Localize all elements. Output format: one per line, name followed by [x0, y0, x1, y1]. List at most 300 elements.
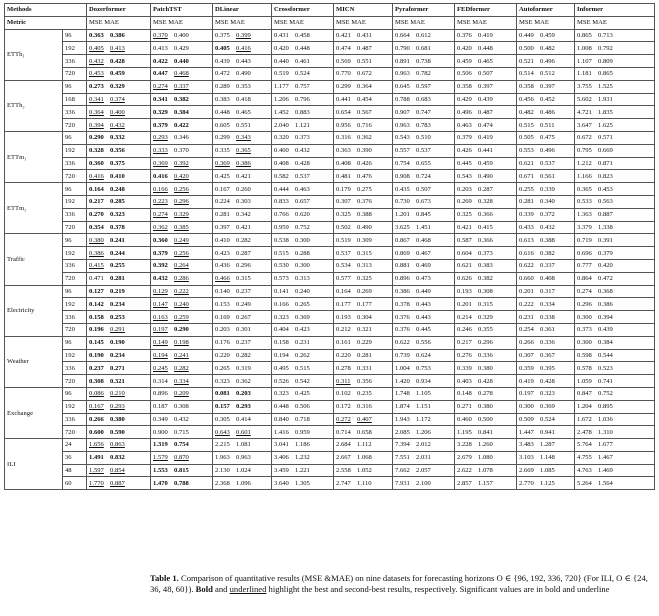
mse-value: 1.212: [577, 159, 592, 167]
mae-value: 0.934: [416, 377, 431, 385]
mae-value: 0.369: [295, 313, 310, 321]
metric-pair: MSE MAE: [151, 16, 213, 29]
mae-value: 0.237: [236, 287, 251, 295]
mae-value: 0.281: [357, 351, 372, 359]
result-cell: [213, 426, 272, 439]
mse-value: 0.502: [336, 223, 351, 231]
result-cell: [272, 106, 334, 119]
result-cell: [213, 362, 272, 375]
mae-value: 0.262: [295, 351, 310, 359]
result-cell: [334, 336, 393, 349]
horizon-cell: 48: [63, 464, 87, 477]
mae-value: 0.672: [357, 70, 372, 78]
result-cell: [272, 119, 334, 132]
mse-value: 0.622: [395, 339, 410, 347]
result-cell: [87, 195, 151, 208]
mae-value: 0.260: [236, 185, 251, 193]
mse-value: 3.625: [395, 223, 410, 231]
result-cell: [334, 349, 393, 362]
mae-value: 0.380: [478, 403, 493, 411]
mse-value: 0.419: [519, 377, 534, 385]
mse-value: 1.004: [395, 364, 410, 372]
mse-value: 0.403: [457, 377, 472, 385]
result-cell: [151, 375, 213, 388]
result-cell: [87, 131, 151, 144]
mse-value: 0.400: [274, 147, 289, 155]
mae-value: 0.551: [236, 121, 251, 129]
mse-value: 0.600: [89, 428, 104, 436]
mse-value: 0.621: [519, 159, 534, 167]
mse-value: 1.597: [89, 467, 104, 475]
result-cell: [213, 439, 272, 452]
result-cell: [393, 195, 455, 208]
mae-value: 0.439: [478, 95, 493, 103]
result-cell: [517, 323, 575, 336]
mse-value: 0.296: [577, 300, 592, 308]
mse-value: 0.300: [519, 403, 534, 411]
result-cell: [272, 387, 334, 400]
horizon-cell: 96: [63, 183, 87, 196]
model-header: MICN: [334, 4, 393, 17]
result-cell: [272, 234, 334, 247]
mae-value: 0.753: [416, 364, 431, 372]
result-cell: [575, 119, 655, 132]
result-cell: [455, 157, 517, 170]
horizon-cell: 336: [63, 413, 87, 426]
result-cell: [393, 80, 455, 93]
horizon-cell: 720: [63, 119, 87, 132]
mse-value: 0.415: [89, 262, 104, 270]
mse-value: 0.369: [215, 159, 230, 167]
result-cell: [455, 55, 517, 68]
mse-value: 0.148: [457, 390, 472, 398]
mae-value: 0.342: [236, 211, 251, 219]
result-cell: [334, 183, 393, 196]
mse-value: 0.363: [89, 31, 104, 39]
result-cell: [213, 221, 272, 234]
result-cell: [272, 131, 334, 144]
mse-value: 0.900: [153, 428, 168, 436]
result-cell: [393, 42, 455, 55]
horizon-cell: 36: [63, 451, 87, 464]
caption-label: Table 1.: [150, 573, 179, 583]
mae-value: 0.757: [295, 83, 310, 91]
metric-header-row: [5, 16, 655, 29]
mae-value: 0.410: [110, 172, 125, 180]
result-cell: [87, 42, 151, 55]
mae-value: 0.315: [478, 300, 493, 308]
mse-value: 0.289: [215, 83, 230, 91]
mae-value: 0.432: [540, 223, 555, 231]
mse-value: 0.795: [577, 147, 592, 155]
result-cell: [575, 183, 655, 196]
mse-value: 5.764: [577, 441, 592, 449]
result-cell: [213, 67, 272, 80]
mse-value: 3.483: [519, 441, 534, 449]
mae-value: 0.506: [295, 403, 310, 411]
result-cell: [87, 119, 151, 132]
mae-value: 0.249: [236, 300, 251, 308]
result-cell: [334, 477, 393, 490]
result-cell: [575, 55, 655, 68]
result-cell: [272, 183, 334, 196]
mse-value: 0.274: [577, 287, 592, 295]
mse-value: 0.519: [274, 70, 289, 78]
result-cell: [213, 55, 272, 68]
mse-value: 1.447: [519, 428, 534, 436]
result-cell: [151, 93, 213, 106]
mae-value: 1.221: [295, 467, 310, 475]
mae-value: 0.443: [416, 300, 431, 308]
mse-value: 0.495: [274, 364, 289, 372]
mae-value: 0.713: [598, 31, 613, 39]
mse-value: 0.220: [336, 351, 351, 359]
mae-value: 1.232: [295, 454, 310, 462]
mae-value: 0.658: [357, 428, 372, 436]
horizon-cell: 336: [63, 55, 87, 68]
mae-value: 0.234: [110, 351, 125, 359]
mse-value: 0.339: [457, 364, 472, 372]
result-cell: [455, 259, 517, 272]
mae-value: 0.397: [478, 83, 493, 91]
result-cell: [455, 106, 517, 119]
result-cell: [393, 106, 455, 119]
table-row: [5, 247, 655, 260]
result-cell: [334, 106, 393, 119]
mae-value: 0.421: [236, 223, 251, 231]
mae-value: 0.496: [540, 57, 555, 65]
result-cell: [334, 234, 393, 247]
mae-value: 0.382: [540, 249, 555, 257]
table-row: [5, 387, 655, 400]
mse-value: 0.447: [153, 70, 168, 78]
mae-value: 0.524: [295, 70, 310, 78]
result-cell: [393, 400, 455, 413]
result-cell: [151, 131, 213, 144]
mae-value: 0.741: [598, 377, 613, 385]
result-cell: [272, 298, 334, 311]
mae-value: 0.452: [540, 95, 555, 103]
mse-value: 1.363: [577, 211, 592, 219]
mse-value: 3.379: [577, 223, 592, 231]
result-cell: [393, 157, 455, 170]
mae-value: 0.321: [357, 326, 372, 334]
result-cell: [151, 80, 213, 93]
mae-value: 0.443: [416, 313, 431, 321]
mae-value: 0.718: [295, 415, 310, 423]
mse-value: 0.436: [215, 262, 230, 270]
mse-value: 0.432: [89, 57, 104, 65]
result-cell: [393, 311, 455, 324]
mae-value: 0.459: [540, 31, 555, 39]
mae-value: 1.310: [598, 428, 613, 436]
horizon-cell: 720: [63, 426, 87, 439]
mse-value: 0.307: [519, 351, 534, 359]
mae-value: 0.399: [236, 31, 251, 39]
mae-value: 0.468: [174, 70, 189, 78]
mae-value: 0.340: [540, 198, 555, 206]
table-row: [5, 311, 655, 324]
mse-value: 4.721: [577, 108, 592, 116]
table-row: [5, 362, 655, 375]
mse-value: 0.643: [215, 428, 230, 436]
mae-value: 0.567: [357, 108, 372, 116]
mse-value: 0.515: [519, 121, 534, 129]
mse-value: 0.605: [215, 121, 230, 129]
result-cell: [393, 234, 455, 247]
mae-value: 0.380: [110, 415, 125, 423]
mse-value: 0.141: [274, 287, 289, 295]
horizon-cell: 336: [63, 208, 87, 221]
mae-value: 0.463: [295, 185, 310, 193]
horizon-cell: 720: [63, 170, 87, 183]
metric-pair: MSE MAE: [455, 16, 517, 29]
table-row: [5, 170, 655, 183]
table-row: [5, 131, 655, 144]
mse-value: 0.456: [519, 95, 534, 103]
mse-value: 0.147: [153, 300, 168, 308]
mse-value: 2.130: [215, 467, 230, 475]
mse-value: 0.363: [336, 147, 351, 155]
result-cell: [151, 259, 213, 272]
mae-value: 0.397: [540, 83, 555, 91]
result-cell: [213, 208, 272, 221]
result-cell: [334, 170, 393, 183]
mae-value: 0.448: [478, 44, 493, 52]
mse-value: 0.896: [395, 275, 410, 283]
mae-value: 1.052: [357, 467, 372, 475]
mse-value: 0.770: [336, 70, 351, 78]
table-row: [5, 426, 655, 439]
mae-value: 0.356: [110, 147, 125, 155]
result-cell: [87, 259, 151, 272]
horizon-cell: 192: [63, 349, 87, 362]
mse-value: 0.325: [457, 211, 472, 219]
mae-value: 0.282: [174, 364, 189, 372]
mse-value: 0.664: [395, 31, 410, 39]
mae-value: 0.190: [110, 339, 125, 347]
result-cell: [151, 400, 213, 413]
mse-value: 0.276: [457, 351, 472, 359]
result-cell: [393, 93, 455, 106]
mae-value: 0.421: [236, 172, 251, 180]
mae-value: 0.490: [357, 223, 372, 231]
mse-value: 1.420: [395, 377, 410, 385]
mae-value: 0.222: [174, 287, 189, 295]
mse-value: 1.201: [395, 211, 410, 219]
mae-value: 0.304: [357, 313, 372, 321]
result-cell: [213, 183, 272, 196]
mae-value: 0.400: [110, 108, 125, 116]
result-cell: [575, 311, 655, 324]
mae-value: 0.783: [416, 121, 431, 129]
mae-value: 0.316: [357, 403, 372, 411]
mae-value: 0.959: [295, 428, 310, 436]
mse-value: 0.865: [577, 31, 592, 39]
mse-value: 0.360: [89, 159, 104, 167]
result-cell: [151, 157, 213, 170]
result-cell: [272, 247, 334, 260]
result-cell: [393, 362, 455, 375]
mae-value: 0.362: [236, 377, 251, 385]
mse-value: 3.640: [274, 479, 289, 487]
mse-value: 0.963: [395, 121, 410, 129]
mae-value: 0.871: [598, 159, 613, 167]
mae-value: 0.337: [174, 83, 189, 91]
horizon-cell: 720: [63, 67, 87, 80]
mse-value: 0.421: [457, 223, 472, 231]
result-cell: [575, 323, 655, 336]
result-cell: [455, 131, 517, 144]
mae-value: 0.293: [236, 403, 251, 411]
mse-value: 0.370: [153, 31, 168, 39]
mae-value: 0.426: [357, 159, 372, 167]
result-cell: [517, 29, 575, 42]
mse-value: 0.358: [519, 83, 534, 91]
result-cell: [272, 349, 334, 362]
mse-value: 0.466: [215, 275, 230, 283]
result-cell: [213, 93, 272, 106]
mse-value: 0.316: [336, 134, 351, 142]
mse-value: 0.339: [519, 211, 534, 219]
mae-value: 0.476: [357, 172, 372, 180]
table-caption: [150, 573, 650, 595]
table-row: [5, 439, 655, 452]
mse-value: 0.448: [215, 108, 230, 116]
result-cell: [151, 323, 213, 336]
mae-value: 0.300: [295, 236, 310, 244]
result-cell: [87, 55, 151, 68]
result-cell: [575, 259, 655, 272]
mae-value: 0.386: [598, 300, 613, 308]
mse-value: 0.788: [395, 95, 410, 103]
table-row: [5, 234, 655, 247]
result-cell: [87, 272, 151, 285]
mse-value: 0.323: [274, 313, 289, 321]
mse-value: 0.359: [519, 364, 534, 372]
result-cell: [151, 29, 213, 42]
result-cell: [272, 208, 334, 221]
mse-value: 0.616: [519, 249, 534, 257]
mae-value: 0.271: [110, 364, 125, 372]
result-cell: [455, 298, 517, 311]
mse-value: 0.472: [215, 70, 230, 78]
mae-value: 0.235: [357, 390, 372, 398]
result-cell: [393, 285, 455, 298]
mse-value: 2.558: [336, 467, 351, 475]
mae-value: 0.537: [295, 172, 310, 180]
mse-value: 0.397: [215, 223, 230, 231]
result-cell: [213, 259, 272, 272]
mse-value: 1.204: [577, 403, 592, 411]
mse-value: 0.300: [577, 339, 592, 347]
mae-value: 0.372: [540, 211, 555, 219]
result-cell: [455, 464, 517, 477]
result-cell: [393, 67, 455, 80]
mse-value: 0.220: [215, 351, 230, 359]
mae-value: 0.487: [478, 108, 493, 116]
result-cell: [87, 106, 151, 119]
mse-value: 0.222: [519, 300, 534, 308]
mae-value: 0.339: [540, 185, 555, 193]
table-row: [5, 55, 655, 68]
result-cell: [334, 119, 393, 132]
mse-value: 0.671: [519, 172, 534, 180]
result-cell: [393, 413, 455, 426]
mae-value: 0.337: [540, 262, 555, 270]
mse-value: 0.281: [519, 198, 534, 206]
result-cell: [272, 464, 334, 477]
mae-value: 0.796: [295, 95, 310, 103]
mse-value: 5.602: [577, 95, 592, 103]
mse-value: 0.320: [274, 134, 289, 142]
horizon-cell: 336: [63, 362, 87, 375]
result-cell: [213, 400, 272, 413]
mae-value: 0.413: [110, 44, 125, 52]
mae-value: 0.395: [540, 364, 555, 372]
mae-value: 0.278: [478, 390, 493, 398]
mae-value: 0.281: [110, 275, 125, 283]
result-cell: [517, 80, 575, 93]
mae-value: 0.542: [295, 377, 310, 385]
mse-value: 0.573: [274, 275, 289, 283]
dataset-name: ETTm₂: [5, 183, 63, 234]
mae-value: 0.370: [174, 147, 189, 155]
table-row: [5, 93, 655, 106]
result-cell: [334, 426, 393, 439]
result-cell: [334, 259, 393, 272]
horizon-cell: 720: [63, 323, 87, 336]
mse-value: 0.440: [274, 57, 289, 65]
result-cell: [87, 439, 151, 452]
mae-value: 0.384: [174, 108, 189, 116]
result-cell: [393, 477, 455, 490]
mae-value: 0.313: [357, 262, 372, 270]
mse-value: 0.445: [457, 159, 472, 167]
mae-value: 1.125: [540, 479, 555, 487]
table-row: [5, 375, 655, 388]
mse-value: 1.553: [153, 467, 168, 475]
mae-value: 1.105: [416, 390, 431, 398]
mae-value: 1.151: [416, 403, 431, 411]
result-cell: [213, 131, 272, 144]
result-cell: [575, 247, 655, 260]
caption-underlined-word: underlined: [229, 584, 267, 594]
result-cell: [455, 29, 517, 42]
dataset-name: ETTh₂: [5, 80, 63, 131]
mse-value: 3.406: [274, 454, 289, 462]
result-cell: [87, 67, 151, 80]
mae-value: 0.210: [110, 390, 125, 398]
mse-value: 0.408: [336, 159, 351, 167]
result-cell: [272, 80, 334, 93]
mse-value: 2.669: [519, 467, 534, 475]
result-cell: [151, 272, 213, 285]
mae-value: 0.512: [540, 70, 555, 78]
result-cell: [87, 93, 151, 106]
result-cell: [87, 400, 151, 413]
result-cell: [455, 170, 517, 183]
result-cell: [272, 67, 334, 80]
mae-value: 0.375: [110, 159, 125, 167]
result-cell: [87, 144, 151, 157]
mae-value: 0.368: [598, 287, 613, 295]
mae-value: 0.823: [598, 172, 613, 180]
result-cell: [455, 323, 517, 336]
result-cell: [575, 451, 655, 464]
mse-value: 0.405: [215, 44, 230, 52]
mae-value: 0.449: [416, 287, 431, 295]
